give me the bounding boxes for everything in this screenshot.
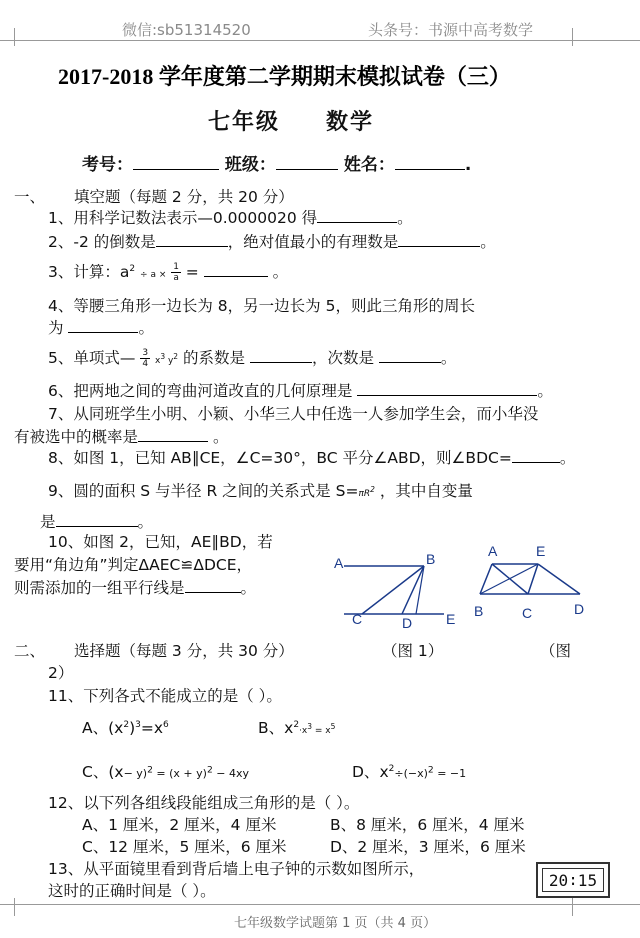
q12-option-d[interactable]: D、2 厘米，3 厘米，6 厘米 [330, 838, 526, 856]
question-10-line3: 则需添加的一组平行线是 。 [14, 579, 257, 597]
answer-blank-1[interactable] [317, 222, 397, 223]
header-toutiao: 头条号：书源中高考数学 [368, 21, 534, 39]
question-6: 6、把两地之间的弯曲河道改直的几何原理是 。 [48, 382, 553, 400]
answer-blank-5a[interactable] [250, 362, 312, 363]
question-5: 5、单项式— 3 4 $x^3$ $y^2$ 的系数是 ，次数是 。 [48, 348, 457, 369]
fig2-label-c: C [522, 605, 533, 621]
answer-blank-3[interactable] [204, 276, 268, 277]
question-7-line2: 有被选中的概率是 。 [14, 428, 229, 446]
answer-blank-9[interactable] [56, 526, 138, 527]
question-7-line1: 7、从同班学生小明、小颖、小华三人中任选一人参加学生会，而小华没 [48, 405, 539, 423]
question-12: 12、以下列各组线段能组成三角形的是（ ）。 [48, 794, 360, 812]
subject-title: 数学 [326, 110, 375, 135]
crop-mark-right [572, 28, 573, 46]
fig1-label-c: C [352, 611, 363, 627]
question-9-line1: 9、圆的面积 S 与半径 R 之间的关系式是 $S=\pi R^2$ ，其中自变量 [48, 482, 473, 500]
q12-option-b[interactable]: B、8 厘米，6 厘米，4 厘米 [330, 816, 525, 834]
student-info-line: 考号： 班级： 姓名： . [82, 155, 472, 175]
question-11: 11、下列各式不能成立的是（ ）。 [48, 687, 282, 705]
header-wechat: 微信:sb51314520 [122, 21, 251, 39]
crop-mark-left [14, 28, 15, 46]
question-4-line2: 为 。 [48, 319, 154, 337]
fig2-label-e: E [536, 543, 546, 559]
question-10-line2: 要用“角边角”判定ΔAEC≌ΔDCE， [14, 556, 253, 574]
footer-crop-mark-right [572, 898, 573, 916]
q11-option-a[interactable]: A、$(x^2)^3=x^6$ [82, 719, 169, 737]
fig1-label-b: B [426, 551, 436, 567]
answer-blank-5b[interactable] [379, 362, 441, 363]
question-10-line1: 10、如图 2，已知，AE∥BD，若 [48, 533, 273, 551]
answer-blank-7[interactable] [138, 441, 208, 442]
mirror-clock-figure [536, 862, 610, 898]
kaohao-label: 考号： [82, 155, 133, 175]
fig1-label-e: E [446, 611, 456, 627]
figure-1-caption: （图 1） [382, 642, 444, 660]
banji-blank[interactable] [276, 169, 338, 170]
page-footer: 七年级数学试题第 1 页（共 4 页） [234, 916, 437, 931]
q11-option-d[interactable]: D、$x^2\div(-x)^2 = -1$ [352, 763, 467, 781]
answer-blank-10[interactable] [185, 592, 241, 593]
answer-blank-2a[interactable] [156, 246, 228, 247]
footer-crop-mark-left [14, 898, 15, 916]
question-4-line1: 4、等腰三角形一边长为 8，另一边长为 5，则此三角形的周长 [48, 297, 475, 315]
section2-heading: 选择题（每题 3 分，共 30 分） [74, 642, 294, 660]
answer-blank-6[interactable] [357, 395, 537, 396]
question-13-line2: 这时的正确时间是（ ）。 [48, 882, 216, 900]
figure-2 [472, 540, 590, 624]
section2-number: 二、 [14, 642, 46, 660]
fig1-line-bc [362, 566, 424, 614]
kaohao-blank[interactable] [133, 169, 219, 170]
fig1-line-bd [402, 566, 424, 614]
grade-title: 七年级 [208, 110, 281, 135]
q11-option-c[interactable]: C、$(x- y)^2 = (x + y)^2 - 4xy$ [82, 763, 249, 781]
fig2-label-b: B [474, 603, 484, 619]
fig2-label-a: A [488, 543, 498, 559]
q12-option-c[interactable]: C、12 厘米，5 厘米，6 厘米 [82, 838, 287, 856]
question-9-line2: 是 。 [40, 513, 154, 531]
figure-2-caption-b: 2） [48, 664, 74, 682]
figure-1 [326, 542, 466, 634]
mirror-clock-display: 20∶15 [542, 868, 604, 892]
fig2-line-ed [538, 564, 580, 594]
answer-blank-2b[interactable] [398, 246, 480, 247]
answer-blank-8[interactable] [512, 462, 560, 463]
xingming-blank[interactable] [395, 169, 465, 170]
question-8: 8、如图 1，已知 AB∥CE，∠C=30°，BC 平分∠ABD，则∠BDC= 。 [48, 449, 576, 467]
xingming-label: 姓名： [343, 155, 395, 175]
q12-option-a[interactable]: A、1 厘米，2 厘米，4 厘米 [82, 816, 277, 834]
q11-option-b[interactable]: B、$x^2\cdot x^3 = x^5$ [258, 719, 336, 737]
fig2-line-ab [480, 564, 492, 594]
fig1-label-a: A [334, 555, 344, 571]
answer-blank-4[interactable] [68, 332, 138, 333]
figure-2-caption-a: （图 [540, 642, 572, 660]
question-3: 3、计算：$a^2 \div a \times 1$ a = 。 [48, 262, 289, 283]
section1-heading: 填空题（每题 2 分，共 20 分） [74, 188, 294, 206]
question-2: 2、-2 的倒数是 ，绝对值最小的有理数是 。 [48, 233, 496, 251]
question-13-line1: 13、从平面镜里看到背后墙上电子钟的示数如图所示， [48, 860, 425, 878]
fig2-label-d: D [574, 601, 585, 617]
banji-label: 班级： [224, 155, 276, 175]
fig1-label-d: D [402, 615, 413, 631]
section1-number: 一、 [14, 188, 46, 206]
footer-rule [0, 904, 640, 905]
header-rule [0, 40, 640, 41]
exam-title: 2017-2018 学年度第二学期期末模拟试卷（三） [58, 64, 511, 89]
question-1: 1、用科学记数法表示—0.0000020 得 。 [48, 209, 413, 227]
